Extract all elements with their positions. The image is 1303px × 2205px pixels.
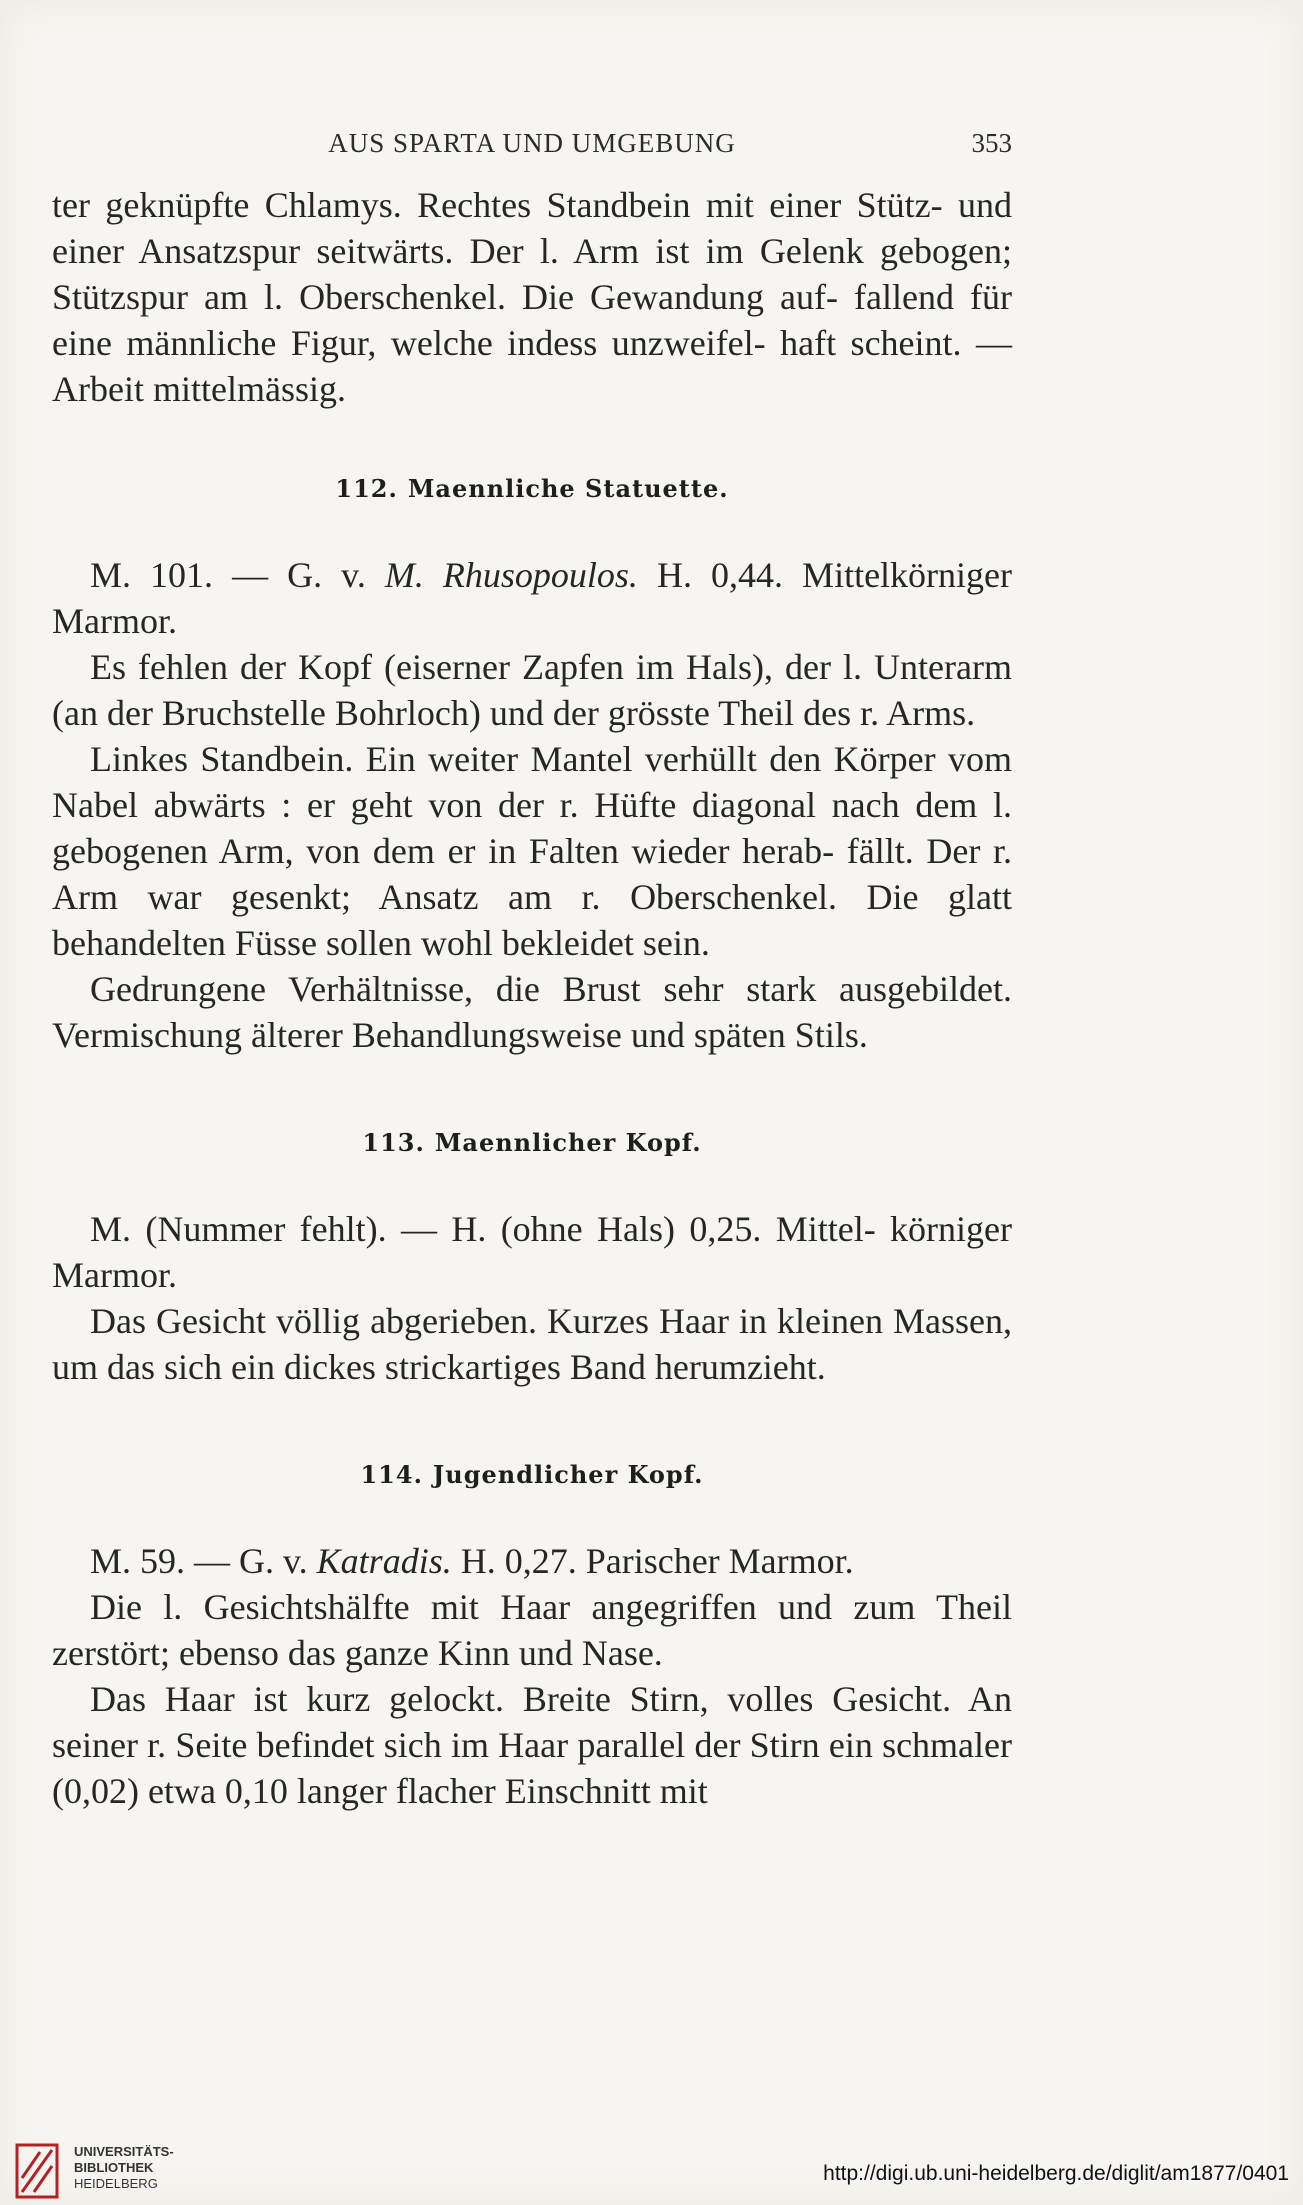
paragraph: Das Gesicht völlig abgerieben. Kurzes Haar in kleinen Massen, um das sich ein dickes strickartiges Band herumzieht. (52, 1301, 1012, 1387)
italic-name: M. Rhusopoulos. (384, 555, 638, 595)
paragraph: M. (Nummer fehlt). — H. (ohne Hals) 0,25. Mittel- körniger Marmor. (52, 1209, 1012, 1295)
italic-name: Katradis. (316, 1541, 452, 1581)
page-number: 353 (971, 128, 1012, 158)
section-number: 113. (362, 1128, 425, 1157)
paragraph: Gedrungene Verhältnisse, die Brust sehr stark ausgebildet. Vermischung älterer Behandlungsweise und späten Stils. (52, 969, 1012, 1055)
paragraph: Die l. Gesichtshälfte mit Haar angegriffen und zum Theil zerstört; ebenso das ganze Kinn und Nase. (52, 1587, 1012, 1673)
paragraph: M. 59. — G. v. Katradis. H. 0,27. Parischer Marmor. (90, 1541, 854, 1581)
library-logo-icon (14, 2142, 60, 2200)
paragraph: Linkes Standbein. Ein weiter Mantel verhüllt den Körper vom Nabel abwärts : er geht von der r. Hüfte diagonal nach dem l. gebogenen Arm, von dem er in Falten wieder herab- fällt. Der r. Arm war gesenkt; Ansatz am r. Oberschenkel. Die glatt behandelten Füsse sollen wohl bekleidet sein. (52, 739, 1012, 963)
section-number: 114. (360, 1460, 423, 1489)
section-heading-114 (52, 1452, 1012, 1498)
paragraph: M. 101. — G. v. M. Rhusopoulos. H. 0,44. Mittelkörniger Marmor. (52, 555, 1013, 641)
section-heading-113 (52, 1120, 1012, 1166)
section-number: 112. (335, 474, 398, 503)
paragraph: Es fehlen der Kopf (eiserner Zapfen im Hals), der l. Unterarm (an der Bruchstelle Bohrloch) und der grösste Theil des r. Arms. (52, 647, 1012, 733)
section-title: Maennlicher Kopf. (434, 1128, 702, 1157)
paragraph-continuation: ter geknüpfte Chlamys. Rechtes Standbein mit einer Stütz- und einer Ansatzspur seitwärts. Der l. Arm ist im Gelenk gebogen; Stützspur am l. Oberschenkel. Die Gewandung auf- fallend für eine männliche Figur, welche indess unzweifel- haft scheint. —Arbeit mittelmässig. (52, 185, 1012, 409)
source-url-link[interactable]: http://digi.ub.uni-heidelberg.de/diglit/am1877/0401 (823, 2162, 1289, 2185)
library-name: UNIVERSITÄTS- BIBLIOTHEK HEIDELBERG (74, 2144, 174, 2191)
running-title: AUS SPARTA UND UMGEBUNG (328, 128, 736, 158)
footer (0, 2140, 1303, 2205)
section-heading-112 (52, 466, 1012, 512)
section-title: Jugendlicher Kopf. (432, 1460, 704, 1489)
running-head (52, 128, 1012, 168)
text-block (52, 182, 1012, 1814)
section-title: Maennliche Statuette. (407, 474, 729, 503)
paragraph: Das Haar ist kurz gelockt. Breite Stirn, volles Gesicht. An seiner r. Seite befindet sich im Haar parallel der Stirn ein schmaler (0,02) etwa 0,10 langer flacher Einschnitt mit (52, 1679, 1012, 1811)
